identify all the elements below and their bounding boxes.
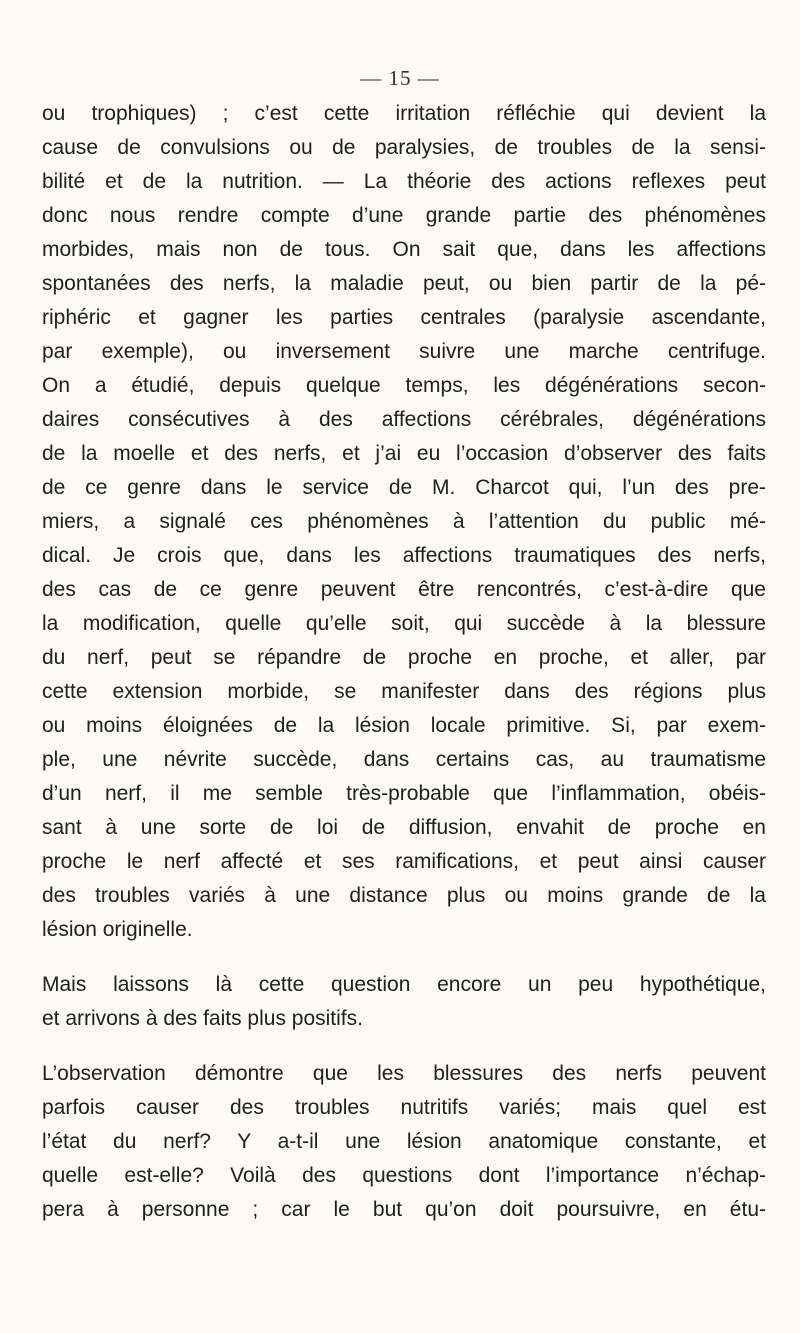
text-line: bilité et de la nutrition. — La théorie des actions reflexes peut	[42, 170, 766, 193]
text-line: des troubles variés à une distance plus ou moins grande de la	[42, 884, 766, 907]
text-line: pera à personne ; car le but qu’on doit poursuivre, en étu-	[42, 1198, 766, 1221]
text-line: Mais laissons là cette question encore un peu hypothétique,	[42, 973, 766, 996]
text-line: d’un nerf, il me semble très-probable que l’inflammation, obéis-	[42, 782, 766, 805]
text-line: cette extension morbide, se manifester dans des régions plus	[42, 680, 766, 703]
text-line: de ce genre dans le service de M. Charcot qui, l’un des pre-	[42, 476, 766, 499]
text-line: donc nous rendre compte d’une grande partie des phénomènes	[42, 204, 766, 227]
text-line: miers, a signalé ces phénomènes à l’attention du public mé-	[42, 510, 766, 533]
paragraph-3	[42, 1057, 766, 1227]
text-line: lésion originelle.	[42, 918, 193, 941]
text-line: spontanées des nerfs, la maladie peut, ou bien partir de la pé-	[42, 272, 766, 295]
text-line: par exemple), ou inversement suivre une marche centrifuge.	[42, 340, 766, 363]
text-line: ou trophiques) ; c’est cette irritation réfléchie qui devient la	[42, 102, 766, 125]
paragraph-gap	[42, 947, 766, 968]
text-line: cause de convulsions ou de paralysies, de troubles de la sensi-	[42, 136, 766, 159]
text-line: riphéric et gagner les parties centrales (paralysie ascendante,	[42, 306, 766, 329]
text-line: ple, une névrite succède, dans certains cas, au traumatisme	[42, 748, 766, 771]
text-line: quelle est-elle? Voilà des questions dont l’importance n’échap-	[42, 1164, 766, 1187]
text-line: sant à une sorte de loi de diffusion, envahit de proche en	[42, 816, 766, 839]
text-line: On a étudié, depuis quelque temps, les dégénérations secon-	[42, 374, 766, 397]
text-line: L’observation démontre que les blessures des nerfs peuvent	[42, 1062, 766, 1085]
text-line: morbides, mais non de tous. On sait que, dans les affections	[42, 238, 766, 261]
text-line: ou moins éloignées de la lésion locale primitive. Si, par exem-	[42, 714, 766, 737]
text-line: dical. Je crois que, dans les affections traumatiques des nerfs,	[42, 544, 766, 567]
text-line: daires consécutives à des affections cérébrales, dégénérations	[42, 408, 766, 431]
body-text	[42, 97, 766, 1227]
paragraph-1	[42, 97, 766, 947]
text-line: des cas de ce genre peuvent être rencontrés, c’est-à-dire que	[42, 578, 766, 601]
paragraph-gap	[42, 1036, 766, 1057]
text-line: l’état du nerf? Y a-t-il une lésion anatomique constante, et	[42, 1130, 766, 1153]
page-number: — 15 —	[360, 66, 440, 90]
text-line: proche le nerf affecté et ses ramifications, et peut ainsi causer	[42, 850, 766, 873]
text-line: parfois causer des troubles nutritifs variés; mais quel est	[42, 1096, 766, 1119]
paragraph-2	[42, 968, 766, 1036]
text-line: du nerf, peut se répandre de proche en proche, et aller, par	[42, 646, 766, 669]
text-line: de la moelle et des nerfs, et j’ai eu l’occasion d’observer des faits	[42, 442, 766, 465]
text-line: la modification, quelle qu’elle soit, qui succède à la blessure	[42, 612, 766, 635]
text-line: et arrivons à des faits plus positifs.	[42, 1007, 363, 1030]
